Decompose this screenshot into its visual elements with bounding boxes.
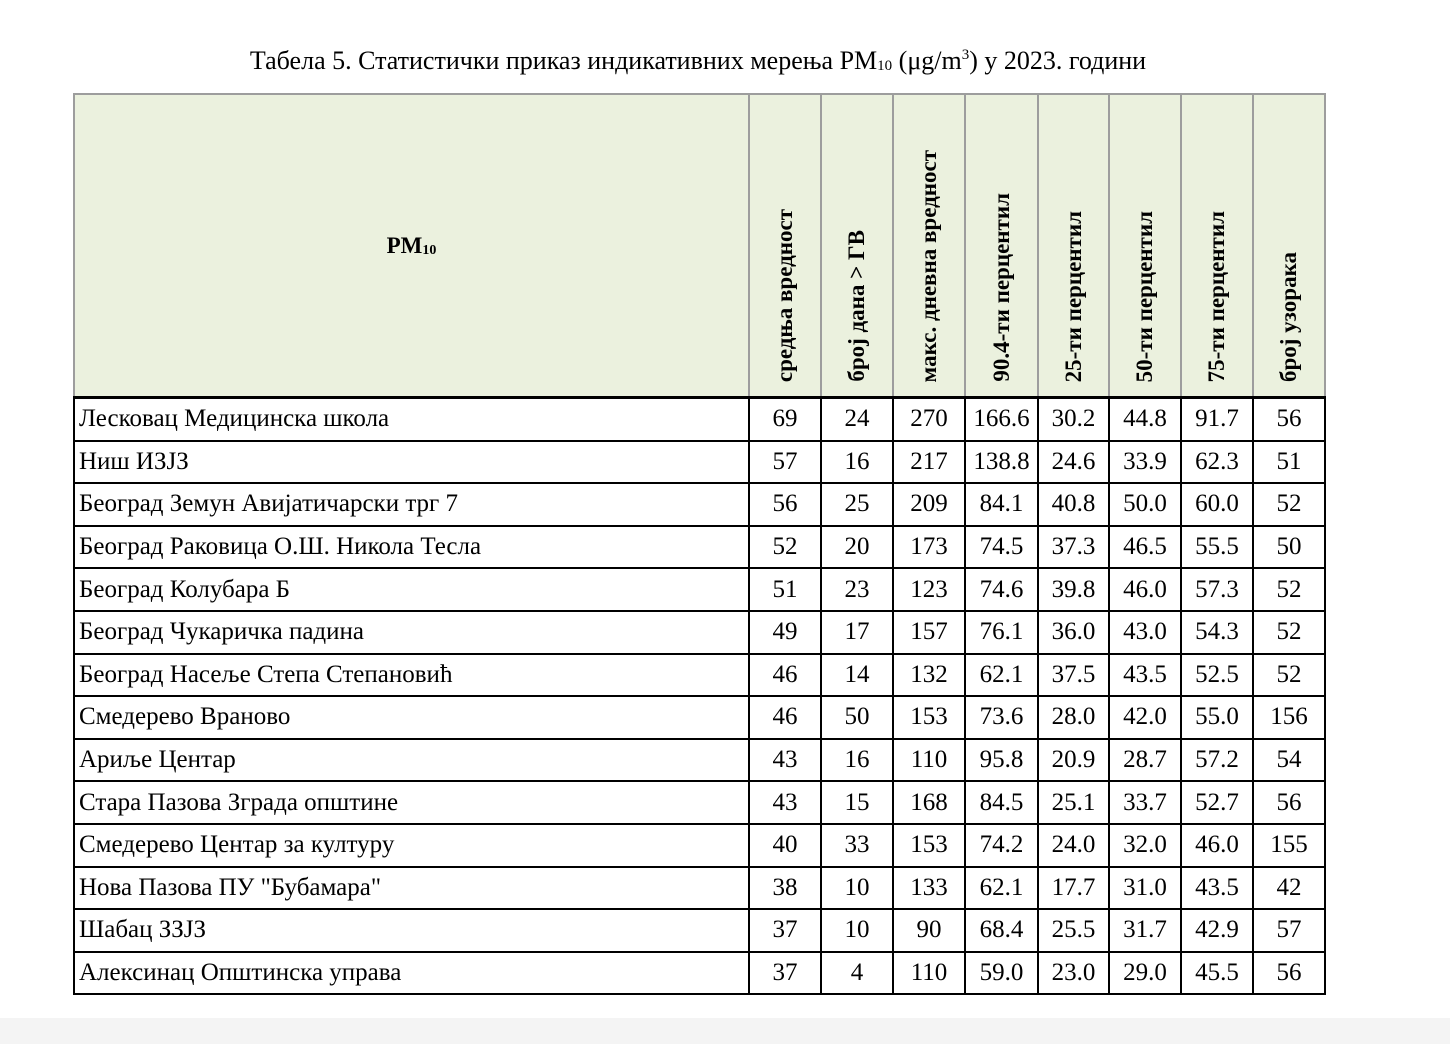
station-name-cell: Ариље Центар: [74, 739, 749, 782]
table-row: [74, 568, 1325, 611]
max-daily-value-cell: 173: [893, 526, 965, 569]
p90-4-value-cell: 62.1: [965, 654, 1038, 697]
p90-4-value-cell: 68.4: [965, 909, 1038, 952]
station-name-cell: Шабац ЗЗЈЗ: [74, 909, 749, 952]
days-over-limit-cell: 4: [821, 952, 893, 995]
table-row: [74, 952, 1325, 995]
p75-value-cell: 91.7: [1181, 398, 1253, 441]
p25-value-cell: 39.8: [1038, 568, 1109, 611]
p75-value-cell: 42.9: [1181, 909, 1253, 952]
days-over-limit-cell: 10: [821, 909, 893, 952]
days-over-limit-cell: 25: [821, 483, 893, 526]
mean-value-cell: 52: [749, 526, 821, 569]
days-over-limit-cell: 33: [821, 824, 893, 867]
p90-4-value-cell: 166.6: [965, 398, 1038, 441]
days-over-limit-cell: 10: [821, 867, 893, 910]
max-daily-value-cell: 132: [893, 654, 965, 697]
table-row: [74, 526, 1325, 569]
p25-value-cell: 28.0: [1038, 696, 1109, 739]
max-daily-value-cell: 153: [893, 824, 965, 867]
table-row: [74, 611, 1325, 654]
p90-4-value-cell: 74.2: [965, 824, 1038, 867]
sample-count-cell: 155: [1253, 824, 1325, 867]
mean-value-cell: 43: [749, 781, 821, 824]
max-daily-value-cell: 157: [893, 611, 965, 654]
station-name-cell: Нова Пазова ПУ "Бубамара": [74, 867, 749, 910]
p25-value-cell: 40.8: [1038, 483, 1109, 526]
column-header-sample-count: број узорака: [1253, 94, 1325, 398]
p25-value-cell: 25.5: [1038, 909, 1109, 952]
column-header-p50: 50-ти перцентил: [1109, 94, 1181, 398]
station-name-cell: Београд Земун Авијатичарски трг 7: [74, 483, 749, 526]
table-caption: [0, 44, 1396, 83]
sample-count-cell: 54: [1253, 739, 1325, 782]
table-row: [74, 696, 1325, 739]
p25-value-cell: 23.0: [1038, 952, 1109, 995]
header-row: [74, 94, 1325, 398]
days-over-limit-cell: 17: [821, 611, 893, 654]
p75-value-cell: 54.3: [1181, 611, 1253, 654]
caption-unit: (μg/m: [892, 46, 962, 75]
p50-value-cell: 42.0: [1109, 696, 1181, 739]
p90-4-value-cell: 62.1: [965, 867, 1038, 910]
sample-count-cell: 56: [1253, 952, 1325, 995]
max-daily-value-cell: 270: [893, 398, 965, 441]
p50-value-cell: 43.5: [1109, 654, 1181, 697]
p50-value-cell: 28.7: [1109, 739, 1181, 782]
mean-value-cell: 49: [749, 611, 821, 654]
p25-value-cell: 25.1: [1038, 781, 1109, 824]
max-daily-value-cell: 153: [893, 696, 965, 739]
table-row: [74, 654, 1325, 697]
max-daily-value-cell: 123: [893, 568, 965, 611]
mean-value-cell: 38: [749, 867, 821, 910]
p50-value-cell: 32.0: [1109, 824, 1181, 867]
days-over-limit-cell: 24: [821, 398, 893, 441]
max-daily-value-cell: 133: [893, 867, 965, 910]
p50-value-cell: 31.7: [1109, 909, 1181, 952]
sample-count-cell: 57: [1253, 909, 1325, 952]
p25-value-cell: 37.5: [1038, 654, 1109, 697]
sample-count-cell: 56: [1253, 398, 1325, 441]
sample-count-cell: 51: [1253, 441, 1325, 484]
mean-value-cell: 40: [749, 824, 821, 867]
max-daily-value-cell: 110: [893, 952, 965, 995]
p90-4-value-cell: 84.1: [965, 483, 1038, 526]
p90-4-value-cell: 95.8: [965, 739, 1038, 782]
max-daily-value-cell: 110: [893, 739, 965, 782]
table-body: [74, 398, 1325, 995]
caption-year: ) у 2023. години: [969, 46, 1147, 75]
station-name-cell: Смедерево Враново: [74, 696, 749, 739]
p75-value-cell: 46.0: [1181, 824, 1253, 867]
p50-value-cell: 46.5: [1109, 526, 1181, 569]
p25-value-cell: 37.3: [1038, 526, 1109, 569]
p75-value-cell: 55.5: [1181, 526, 1253, 569]
station-name-cell: Београд Раковица О.Ш. Никола Тесла: [74, 526, 749, 569]
p90-4-value-cell: 73.6: [965, 696, 1038, 739]
p50-value-cell: 29.0: [1109, 952, 1181, 995]
max-daily-value-cell: 217: [893, 441, 965, 484]
table-row: [74, 867, 1325, 910]
p90-4-value-cell: 84.5: [965, 781, 1038, 824]
station-name-cell: Стара Пазова Зграда општине: [74, 781, 749, 824]
p75-value-cell: 52.5: [1181, 654, 1253, 697]
max-daily-value-cell: 209: [893, 483, 965, 526]
viewer-bottom-bar: [0, 1018, 1450, 1044]
p75-value-cell: 43.5: [1181, 867, 1253, 910]
days-over-limit-cell: 16: [821, 739, 893, 782]
table-row: [74, 441, 1325, 484]
station-header-label: PM: [386, 232, 423, 258]
table-row: [74, 824, 1325, 867]
p25-value-cell: 24.6: [1038, 441, 1109, 484]
max-daily-value-cell: 90: [893, 909, 965, 952]
p25-value-cell: 17.7: [1038, 867, 1109, 910]
p50-value-cell: 44.8: [1109, 398, 1181, 441]
p50-value-cell: 33.9: [1109, 441, 1181, 484]
station-name-cell: Ниш ИЗЈЗ: [74, 441, 749, 484]
p90-4-value-cell: 74.5: [965, 526, 1038, 569]
table-row: [74, 781, 1325, 824]
sample-count-cell: 156: [1253, 696, 1325, 739]
station-column-header: [74, 94, 749, 398]
station-name-cell: Лесковац Медицинска школа: [74, 398, 749, 441]
p25-value-cell: 36.0: [1038, 611, 1109, 654]
p25-value-cell: 30.2: [1038, 398, 1109, 441]
table-row: [74, 739, 1325, 782]
station-name-cell: Београд Колубара Б: [74, 568, 749, 611]
column-header-p75: 75-ти перцентил: [1181, 94, 1253, 398]
days-over-limit-cell: 23: [821, 568, 893, 611]
station-name-cell: Смедерево Центар за културу: [74, 824, 749, 867]
p90-4-value-cell: 59.0: [965, 952, 1038, 995]
column-header-days-over-limit: број дана > ГВ: [821, 94, 893, 398]
p50-value-cell: 50.0: [1109, 483, 1181, 526]
column-header-max-daily: макс. дневна вредност: [893, 94, 965, 398]
station-name-cell: Београд Насеље Степа Степановић: [74, 654, 749, 697]
station-header-subscript: 10: [422, 242, 437, 258]
p75-value-cell: 45.5: [1181, 952, 1253, 995]
sample-count-cell: 42: [1253, 867, 1325, 910]
p75-value-cell: 57.3: [1181, 568, 1253, 611]
sample-count-cell: 50: [1253, 526, 1325, 569]
days-over-limit-cell: 50: [821, 696, 893, 739]
days-over-limit-cell: 16: [821, 441, 893, 484]
days-over-limit-cell: 15: [821, 781, 893, 824]
table-row: [74, 483, 1325, 526]
days-over-limit-cell: 14: [821, 654, 893, 697]
sample-count-cell: 52: [1253, 611, 1325, 654]
sample-count-cell: 56: [1253, 781, 1325, 824]
mean-value-cell: 46: [749, 654, 821, 697]
max-daily-value-cell: 168: [893, 781, 965, 824]
mean-value-cell: 69: [749, 398, 821, 441]
mean-value-cell: 57: [749, 441, 821, 484]
station-name-cell: Алексинац Општинска управа: [74, 952, 749, 995]
column-header-p25: 25-ти перцентил: [1038, 94, 1109, 398]
p75-value-cell: 52.7: [1181, 781, 1253, 824]
p50-value-cell: 43.0: [1109, 611, 1181, 654]
caption-superscript: 3: [961, 47, 970, 63]
sample-count-cell: 52: [1253, 568, 1325, 611]
sample-count-cell: 52: [1253, 483, 1325, 526]
p50-value-cell: 31.0: [1109, 867, 1181, 910]
table-row: [74, 909, 1325, 952]
mean-value-cell: 37: [749, 909, 821, 952]
p25-value-cell: 20.9: [1038, 739, 1109, 782]
p75-value-cell: 62.3: [1181, 441, 1253, 484]
caption-subscript: 10: [877, 58, 893, 74]
mean-value-cell: 43: [749, 739, 821, 782]
p75-value-cell: 57.2: [1181, 739, 1253, 782]
caption-text: Табела 5. Статистички приказ индикативних мерења PM: [249, 46, 878, 75]
mean-value-cell: 46: [749, 696, 821, 739]
sample-count-cell: 52: [1253, 654, 1325, 697]
mean-value-cell: 51: [749, 568, 821, 611]
pm10-statistics-table: [73, 93, 1326, 995]
p75-value-cell: 60.0: [1181, 483, 1253, 526]
p50-value-cell: 46.0: [1109, 568, 1181, 611]
p90-4-value-cell: 74.6: [965, 568, 1038, 611]
table-row: [74, 398, 1325, 441]
mean-value-cell: 37: [749, 952, 821, 995]
p75-value-cell: 55.0: [1181, 696, 1253, 739]
column-header-mean: средња вредност: [749, 94, 821, 398]
station-name-cell: Београд Чукаричка падина: [74, 611, 749, 654]
p90-4-value-cell: 138.8: [965, 441, 1038, 484]
mean-value-cell: 56: [749, 483, 821, 526]
p90-4-value-cell: 76.1: [965, 611, 1038, 654]
days-over-limit-cell: 20: [821, 526, 893, 569]
column-header-p90-4: 90.4-ти перцентил: [965, 94, 1038, 398]
p25-value-cell: 24.0: [1038, 824, 1109, 867]
p50-value-cell: 33.7: [1109, 781, 1181, 824]
